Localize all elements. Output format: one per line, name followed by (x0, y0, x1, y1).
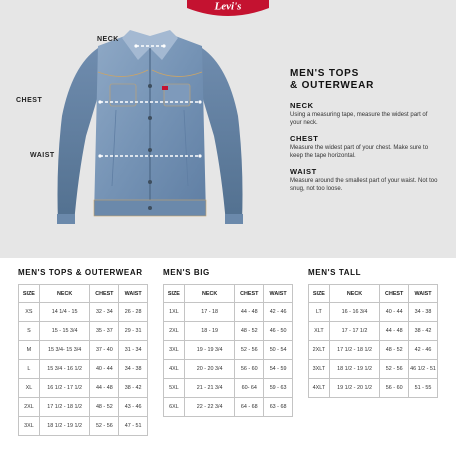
table-row (164, 360, 293, 379)
cell: LT (309, 303, 330, 322)
table-row (19, 417, 148, 436)
col-header: WAIST (264, 285, 293, 303)
cell: 18 1/2 - 19 1/2 (329, 360, 380, 379)
cell: 50 - 54 (264, 341, 293, 360)
cell: 52 - 56 (235, 341, 264, 360)
cell: 64 - 68 (235, 398, 264, 417)
cell: 46 1/2 - 51 (409, 360, 438, 379)
cell: 17 1/2 - 18 1/2 (39, 398, 90, 417)
cell: 44 - 48 (235, 303, 264, 322)
col-header: NECK (39, 285, 90, 303)
cell: 4XL (164, 360, 185, 379)
tall-size-table (308, 284, 438, 398)
col-header: WAIST (409, 285, 438, 303)
guide-waist-text: Measure around the smallest part of your waist. Not too snug, not too loose. (290, 178, 438, 192)
cell: 34 - 38 (409, 303, 438, 322)
col-header: NECK (184, 285, 235, 303)
cell: 44 - 48 (380, 322, 409, 341)
big-table-title: MEN'S BIG (163, 268, 210, 277)
table-row (19, 360, 148, 379)
table-row (309, 303, 438, 322)
table-row (164, 322, 293, 341)
cell: 48 - 52 (235, 322, 264, 341)
cell: 46 - 50 (264, 322, 293, 341)
table-header-row (164, 285, 293, 303)
cell: 3XL (19, 417, 40, 436)
cell: 44 - 48 (90, 379, 119, 398)
table-row (164, 398, 293, 417)
table-header-row (19, 285, 148, 303)
table-row (19, 379, 148, 398)
cell: 34 - 38 (119, 360, 148, 379)
cell: 37 - 40 (90, 341, 119, 360)
cell: 22 - 22 3/4 (184, 398, 235, 417)
cell: 56 - 60 (235, 360, 264, 379)
cell: 2XL (164, 322, 185, 341)
cell: 21 - 21 3/4 (184, 379, 235, 398)
measure-guide (290, 68, 440, 200)
cell: 16 1/2 - 17 1/2 (39, 379, 90, 398)
guide-neck-text: Using a measuring tape, measure the widest part of your neck. (290, 112, 428, 126)
table-row (19, 398, 148, 417)
cell: 52 - 56 (90, 417, 119, 436)
cell: 15 - 15 3/4 (39, 322, 90, 341)
cell: 19 - 19 3/4 (184, 341, 235, 360)
cell: 52 - 56 (380, 360, 409, 379)
cell: M (19, 341, 40, 360)
cell: 47 - 51 (119, 417, 148, 436)
guide-chest-text: Measure the widest part of your chest. Make sure to keep the tape horizontal. (290, 145, 429, 159)
cell: 63 - 68 (264, 398, 293, 417)
cell: 17 - 18 (184, 303, 235, 322)
col-header: SIZE (164, 285, 185, 303)
cell: XL (19, 379, 40, 398)
table-row (309, 379, 438, 398)
cell: 51 - 55 (409, 379, 438, 398)
logo-text: Levi's (214, 0, 242, 13)
col-header: CHEST (380, 285, 409, 303)
table-row (164, 379, 293, 398)
table-header-row (309, 285, 438, 303)
cell: 3XL (164, 341, 185, 360)
cell: XS (19, 303, 40, 322)
chest-label: CHEST (16, 97, 43, 104)
cell: 20 - 20 3/4 (184, 360, 235, 379)
cell: 17 1/2 - 18 1/2 (329, 341, 380, 360)
guide-title (290, 68, 440, 92)
levis-logo (183, 0, 273, 20)
cell: 59 - 63 (264, 379, 293, 398)
cell: L (19, 360, 40, 379)
table-row (19, 322, 148, 341)
cell: 31 - 34 (119, 341, 148, 360)
cell: S (19, 322, 40, 341)
cell: 42 - 46 (409, 341, 438, 360)
col-header: WAIST (119, 285, 148, 303)
cell: 42 - 46 (264, 303, 293, 322)
tops-table-title: MEN'S TOPS & OUTERWEAR (18, 268, 143, 277)
guide-title-line1: MEN'S TOPS (290, 68, 360, 79)
tall-table-title: MEN'S TALL (308, 268, 362, 277)
col-header: SIZE (309, 285, 330, 303)
cell: 60- 64 (235, 379, 264, 398)
cell: 18 1/2 - 19 1/2 (39, 417, 90, 436)
cell: 56 - 60 (380, 379, 409, 398)
cell: 15 3/4 - 16 1/2 (39, 360, 90, 379)
col-header: CHEST (235, 285, 264, 303)
table-row (309, 360, 438, 379)
cell: 35 - 37 (90, 322, 119, 341)
guide-title-line2: & OUTERWEAR (290, 80, 375, 91)
cell: 14 1/4 - 15 (39, 303, 90, 322)
cell: 6XL (164, 398, 185, 417)
cell: 16 - 16 3/4 (329, 303, 380, 322)
cell: 4XLT (309, 379, 330, 398)
tops-size-table (18, 284, 148, 436)
big-size-table (163, 284, 293, 417)
col-header: NECK (329, 285, 380, 303)
cell: 17 - 17 1/2 (329, 322, 380, 341)
cell: 29 - 31 (119, 322, 148, 341)
table-row (309, 322, 438, 341)
cell: 40 - 44 (90, 360, 119, 379)
cell: XLT (309, 322, 330, 341)
cell: 2XLT (309, 341, 330, 360)
neck-label: NECK (97, 36, 119, 43)
col-header: SIZE (19, 285, 40, 303)
table-row (19, 303, 148, 322)
cell: 48 - 52 (380, 341, 409, 360)
guide-waist-heading: WAIST (290, 167, 317, 176)
cell: 43 - 46 (119, 398, 148, 417)
cell: 2XL (19, 398, 40, 417)
waist-label: WAIST (30, 152, 55, 159)
cell: 15 3/4- 15 3/4 (39, 341, 90, 360)
cell: 26 - 28 (119, 303, 148, 322)
cell: 1XL (164, 303, 185, 322)
cell: 40 - 44 (380, 303, 409, 322)
table-row (164, 303, 293, 322)
cell: 19 1/2 - 20 1/2 (329, 379, 380, 398)
cell: 18 - 19 (184, 322, 235, 341)
cell: 48 - 52 (90, 398, 119, 417)
table-row (19, 341, 148, 360)
jacket-image (50, 26, 250, 238)
cell: 38 - 42 (119, 379, 148, 398)
table-row (309, 341, 438, 360)
cell: 3XLT (309, 360, 330, 379)
guide-chest-heading: CHEST (290, 134, 319, 143)
guide-neck-heading: NECK (290, 101, 314, 110)
col-header: CHEST (90, 285, 119, 303)
cell: 54 - 59 (264, 360, 293, 379)
cell: 5XL (164, 379, 185, 398)
cell: 38 - 42 (409, 322, 438, 341)
table-row (164, 341, 293, 360)
cell: 32 - 34 (90, 303, 119, 322)
